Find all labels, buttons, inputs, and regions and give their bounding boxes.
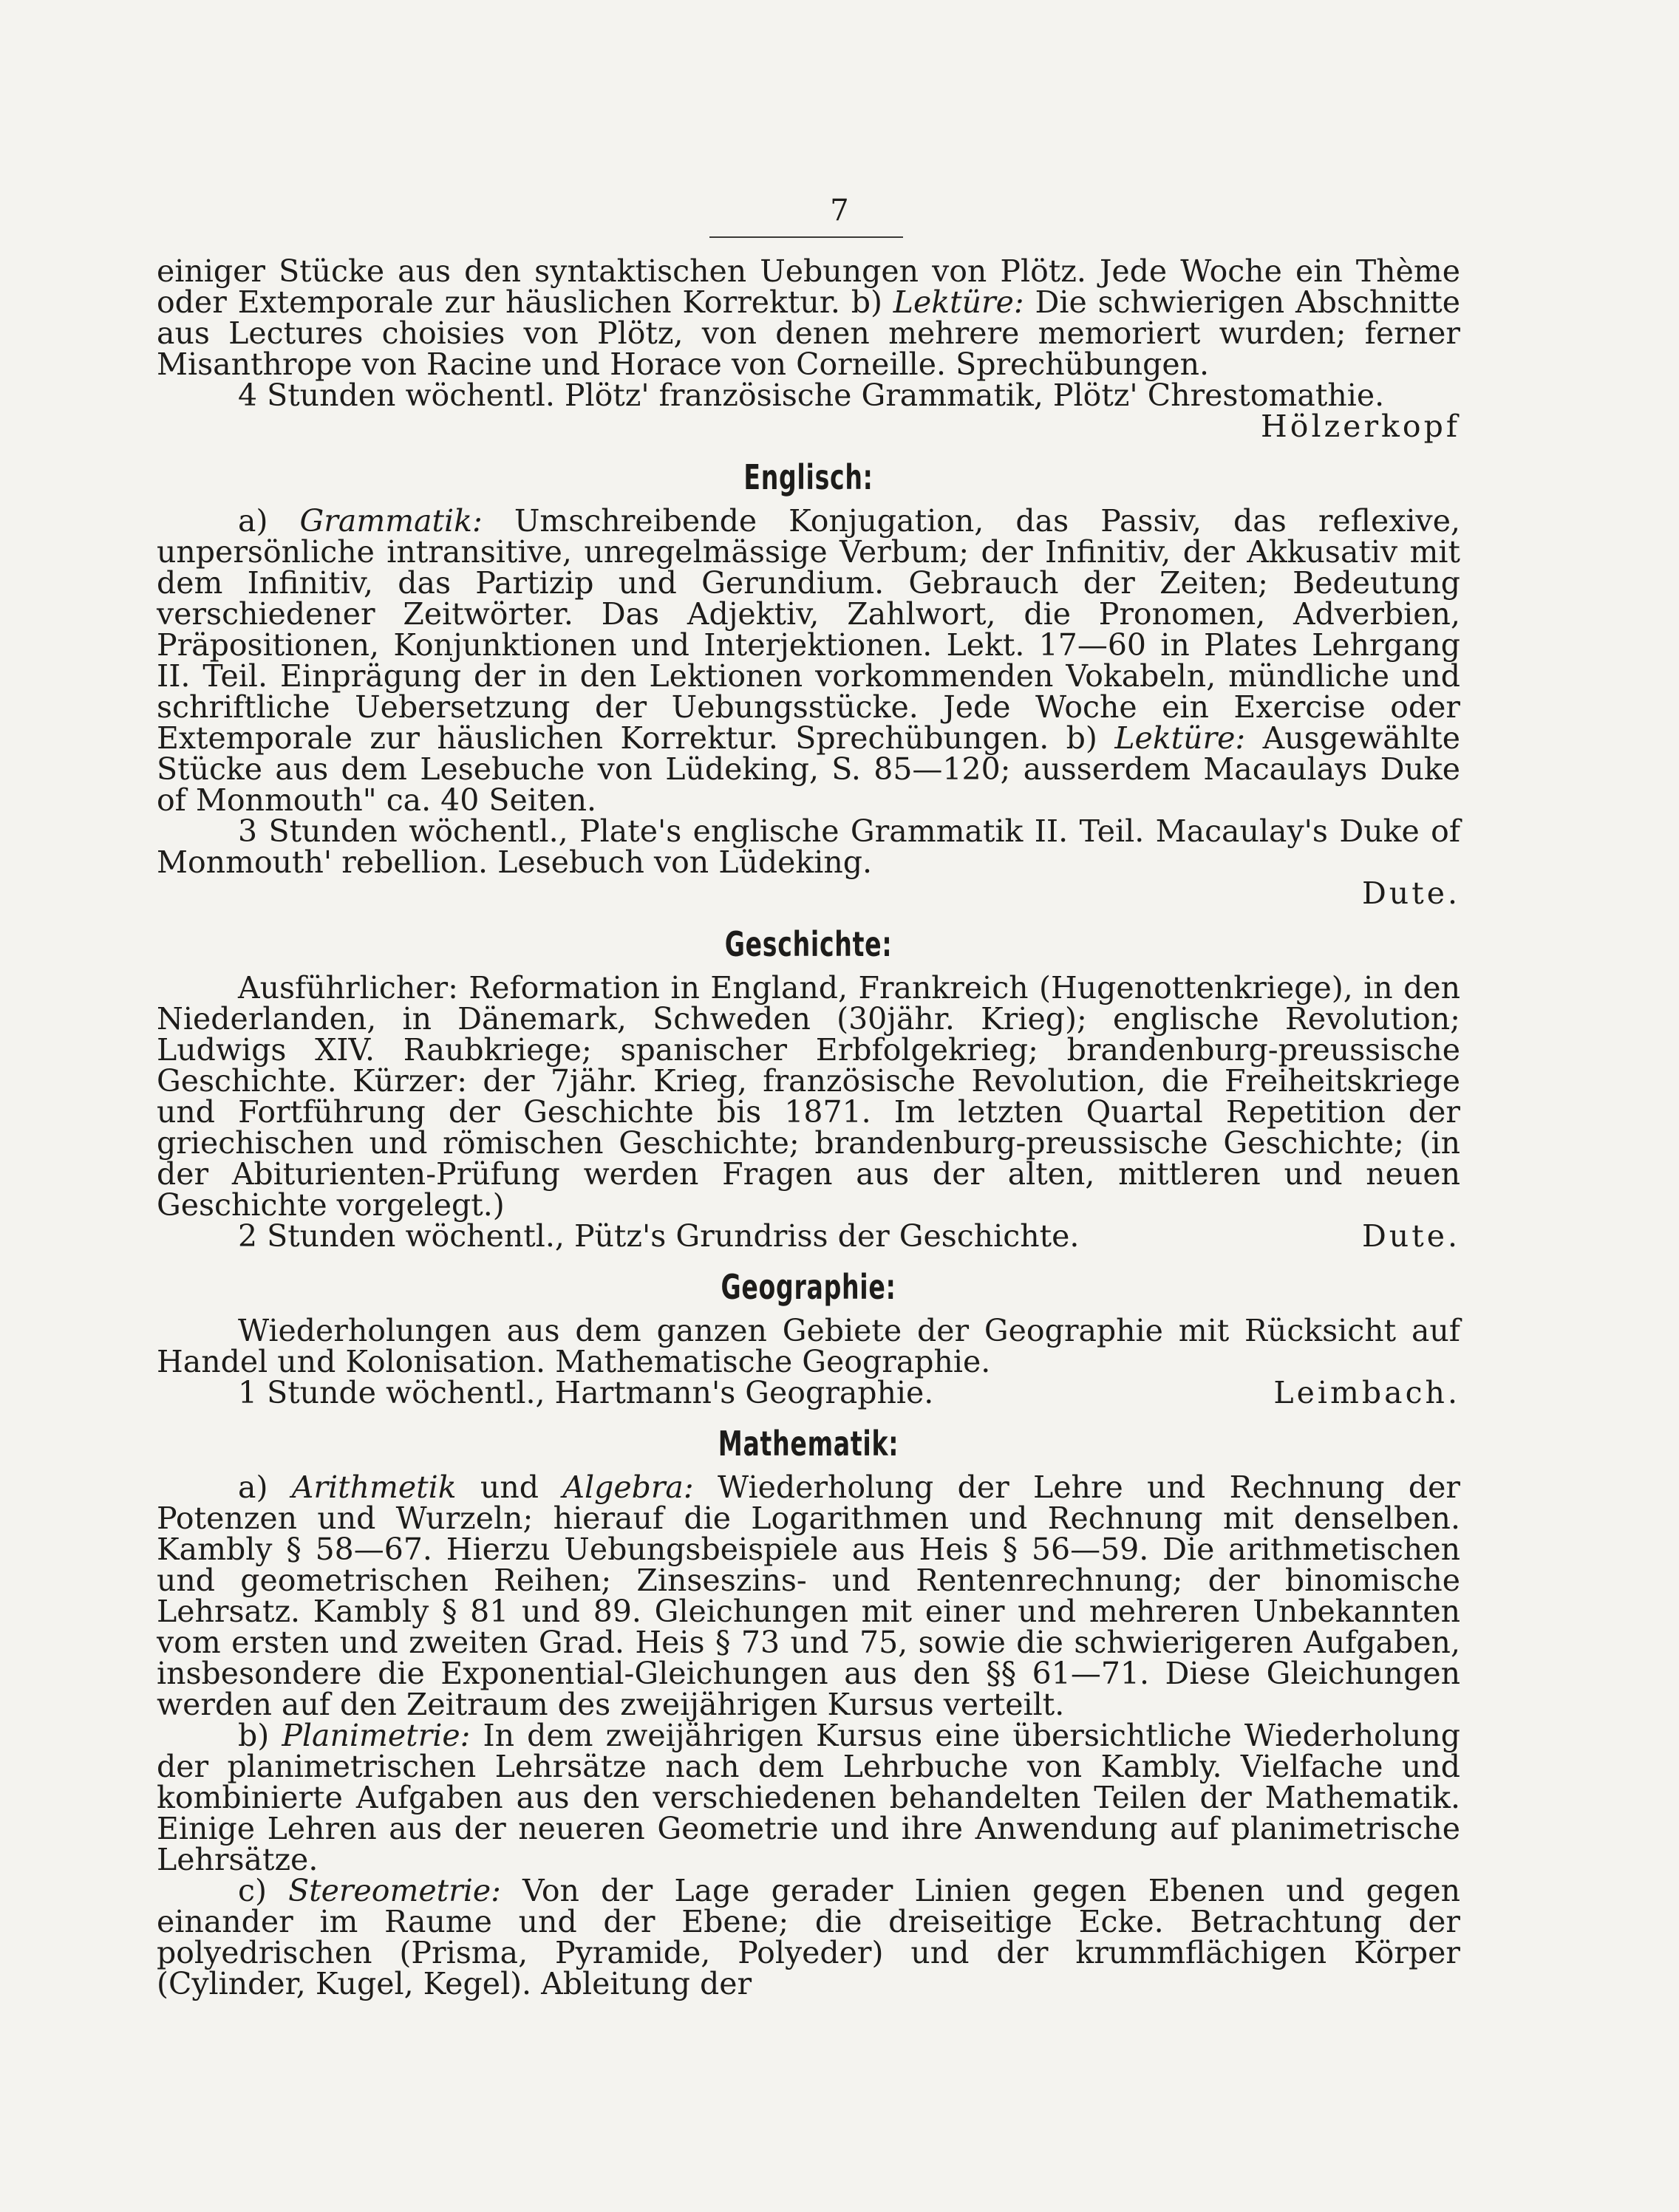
geschichte-hours: 2 Stunden wöchentl., Pütz's Grundriss der Geschichte. — [238, 1218, 1080, 1254]
englisch-hours-line — [157, 813, 1460, 880]
englisch-grammatik-text: Umschreibende Konjugation, das Passiv, das reflexive, unpersönliche intransitive, unregelmässige Verbum; der Infinitiv, der Akkusativ mit dem Infinitiv, das Partizip und Gerundium. Gebrauch der Zeiten; Bedeutung verschiedener Zeitwörter. Das Adjektiv, Zahlwort, die Pronomen, Adverbien, Präpositionen, Konjunktionen und Interjektionen. Lekt. 17—60 in Plates Lehrgang II. Teil. Einprägung der in den Lektionen vorkommenden Vokabeln, mündliche und schriftliche Uebersetzung der Uebungsstücke. Jede Woche ein Exercise oder Extemporale zur häuslichen Korrektur. Sprechübungen. b) — [157, 503, 1460, 756]
mathematik-stereometrie-label: Stereometrie: — [288, 1873, 501, 1908]
geschichte-teacher: Dute. — [1361, 1218, 1460, 1254]
francais-lekture-label: Lektüre: — [893, 284, 1024, 320]
mathematik-a-paragraph — [157, 1469, 1460, 1722]
mathematik-planimetrie-label: Planimetrie: — [282, 1718, 471, 1753]
header-rule — [709, 236, 903, 238]
mathematik-a-prefix: a) — [238, 1469, 292, 1505]
mathematik-algebra-label: Algebra: — [562, 1469, 694, 1505]
geschichte-heading: Geschichte: — [724, 924, 893, 964]
mathematik-arithmetik-label: Arithmetik — [291, 1469, 457, 1505]
mathematik-c-text: Von der Lage gerader Linien gegen Ebenen und gegen einander im Raume und der Ebene; die dreiseitige Ecke. Betrachtung der polyedrischen (Prisma, Pyramide, Polyeder) und der krummflächigen Körper (Cylinder, Kugel, Kegel). Ableitung der — [157, 1873, 1460, 2001]
francais-paragraph — [157, 253, 1460, 382]
geographie-hours: 1 Stunde wöchentl., Hartmann's Geographie. — [238, 1375, 934, 1410]
geschichte-hours-row — [157, 1218, 1460, 1254]
francais-hours: 4 Stunden wöchentl. Plötz' französische Grammatik, Plötz' Chrestomathie. — [238, 378, 1385, 413]
englisch-a-prefix: a) — [238, 503, 300, 539]
englisch-grammatik-label: Grammatik: — [299, 503, 483, 539]
geographie-hours-row — [157, 1377, 1460, 1408]
geographie-text: Wiederholungen aus dem ganzen Gebiete der Geographie mit Rücksicht auf Handel und Kolonisation. Mathematische Geographie. — [157, 1313, 1460, 1379]
mathematik-a-text: Wiederholung der Lehre und Rechnung der Potenzen und Wurzeln; hierauf die Logarithmen und Rechnung mit denselben. Kambly § 58—67. Hierzu Uebungsbeispiele aus Heis § 56—59. Die arithmetischen und geometrischen Reihen; Zinseszins- und Rentenrechnung; der binomische Lehrsatz. Kambly § 81 und 89. Gleichungen mit einer und mehreren Unbekannten vom ersten und zweiten Grad. Heis § 73 und 75, sowie die schwierigeren Aufgaben, insbesondere die Exponential-Gleichungen aus den §§ 61—71. Diese Gleichungen werden auf den Zeitraum des zweijährigen Kursus verteilt. — [157, 1469, 1460, 1722]
englisch-lekture-text: Ausgewählte Stücke aus dem Lesebuche von Lüdeking, S. 85—120; ausserdem Macaulays Duke of Monmouth" ca. 40 Seiten. — [157, 720, 1460, 818]
francais-lekture-text: Die schwierigen Abschnitte aus Lectures choisies von Plötz, von denen mehrere memoriert wurden; ferner Misanthrope von Racine und Horace von Corneille. Sprechübungen. — [157, 284, 1460, 382]
francais-intro: einiger Stücke aus den syntaktischen Uebungen von Plötz. Jede Woche ein Thème oder Extemporale zur häuslichen Korrektur. b) — [157, 253, 1460, 320]
englisch-paragraph — [157, 505, 1460, 816]
englisch-hours: 3 Stunden wöchentl., Plate's englische Grammatik II. Teil. Macaulay's Duke of Monmouth' rebellion. Lesebuch von Lüdeking. — [157, 813, 1460, 880]
englisch-heading: Englisch: — [743, 457, 873, 497]
mathematik-b-text: In dem zweijährigen Kursus eine übersichtliche Wiederholung der planimetrischen Lehrsätze nach dem Lehrbuche von Kambly. Vielfache und kombinierte Aufgaben aus den verschiedenen behandelten Teilen der Mathematik. Einige Lehren aus der neueren Geometrie und ihre Anwendung auf planimetrische Lehrsätze. — [157, 1718, 1460, 1877]
mathematik-heading: Mathematik: — [718, 1424, 899, 1464]
mathematik-b-paragraph — [157, 1720, 1460, 1875]
page-number: 7 — [830, 194, 849, 228]
mathematik-c-prefix: c) — [238, 1873, 289, 1908]
francais-teacher: Hölzerkopf — [1261, 409, 1460, 444]
englisch-teacher: Dute. — [1361, 875, 1460, 911]
geographie-heading: Geographie: — [721, 1267, 896, 1307]
mathematik-und: und — [456, 1469, 563, 1505]
geschichte-text: Ausführlicher: Reformation in England, Frankreich (Hugenottenkriege), in den Niederlanden, in Dänemark, Schweden (30jähr. Krieg); englische Revolution; Ludwigs XIV. Raubkriege; spanischer Erbfolgekrieg; brandenburg-preussische Geschichte. Kürzer: der 7jähr. Krieg, französische Revolution, die Freiheitskriege und Fortführung der Geschichte bis 1871. Im letzten Quartal Repetition der griechischen und römischen Geschichte; brandenburg-preussische Geschichte; (in der Abiturienten-Prüfung werden Fragen aus der alten, mittleren und neuen Geschichte vorgelegt.) — [157, 970, 1460, 1223]
geographie-teacher: Leimbach. — [1273, 1375, 1460, 1410]
englisch-lekture-label: Lektüre: — [1114, 720, 1246, 756]
mathematik-b-prefix: b) — [238, 1718, 282, 1753]
page-content — [157, 253, 1460, 2001]
mathematik-c-paragraph — [157, 1875, 1460, 1999]
